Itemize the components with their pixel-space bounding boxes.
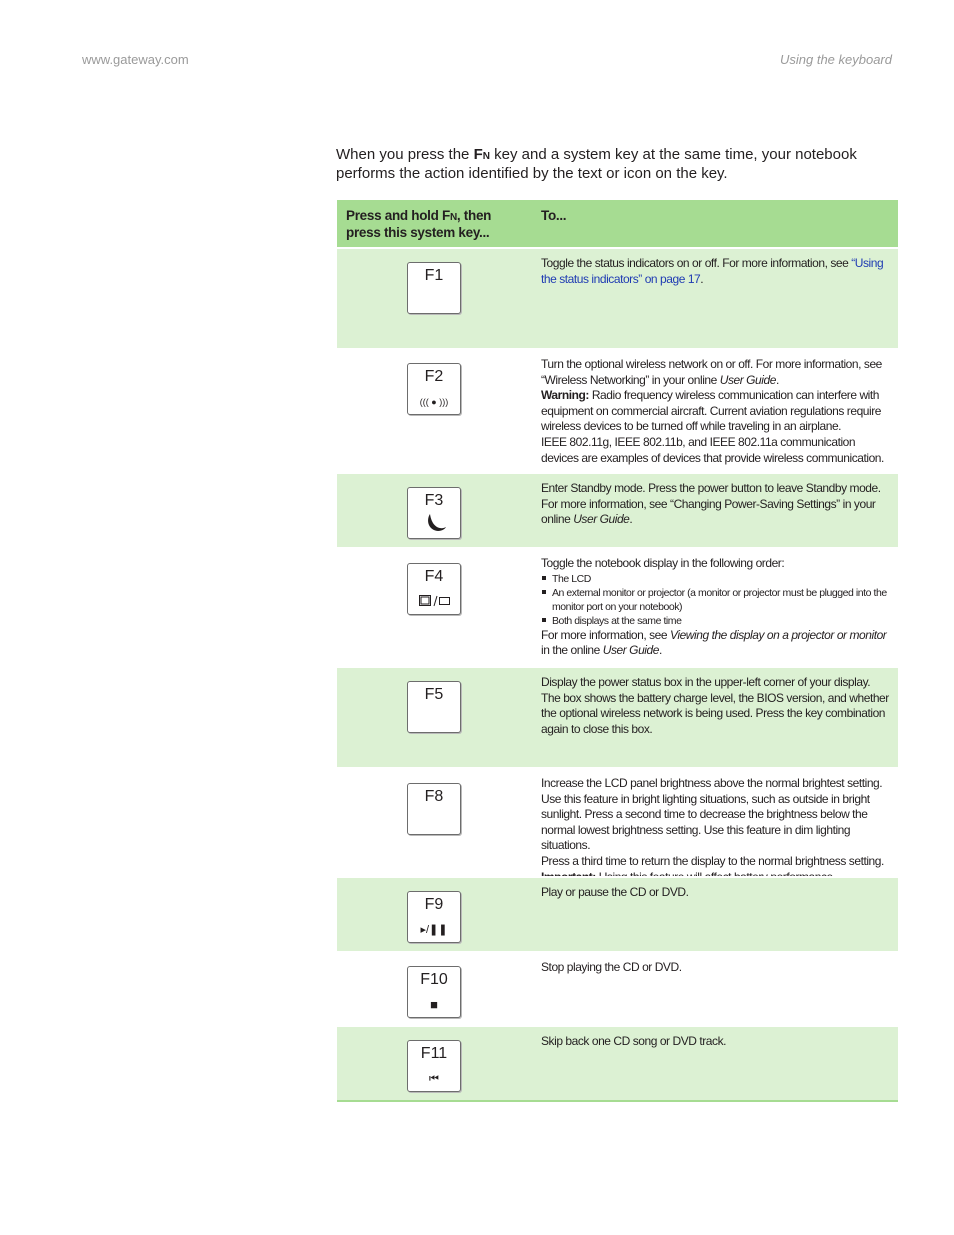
table-header-col2: To... — [541, 208, 567, 223]
f9-key: F9 ▸/❚❚ — [407, 891, 461, 943]
list-item: An external monitor or projector (a monitor or projector must be plugged into the monitor port on your notebook) — [552, 586, 891, 614]
f4-key: F4 — [407, 563, 461, 615]
status-indicators-link[interactable]: “Using the status indicators” on page 17 — [541, 256, 884, 286]
table-row — [337, 767, 898, 876]
f11-key: F11 ⏮ — [407, 1040, 461, 1092]
table-row — [337, 876, 898, 951]
table-header-col1: Press and hold FN, then press this system key... — [346, 208, 492, 240]
stop-icon: ■ — [430, 997, 438, 1012]
intro-text-before: When you press the — [336, 146, 474, 163]
table-row — [337, 1025, 898, 1100]
fn-key-table — [337, 200, 898, 1102]
play-pause-icon: ▸/❚❚ — [420, 924, 448, 936]
row-description: Enter Standby mode. Press the power button to leave Standby mode. For more information, see “Changing Power-Saving Settings” in your online User Guide. — [541, 481, 881, 527]
f10-key: F10 ■ — [407, 966, 461, 1018]
table-row — [337, 951, 898, 1025]
row-description: Skip back one CD song or DVD track. — [541, 1034, 726, 1048]
f2-key: F2 ((( ● ))) — [407, 363, 461, 415]
table-bottom-rule — [337, 1100, 898, 1102]
table-row — [337, 666, 898, 767]
wireless-icon: ((( ● ))) — [419, 397, 449, 407]
f8-key: F8 — [407, 783, 461, 835]
table-row — [337, 348, 898, 472]
row-description: Toggle the status indicators on or off. For more information, see “Using the status indicators” on page 17. — [541, 256, 884, 286]
f1-key: F1 — [407, 262, 461, 314]
row-description: Play or pause the CD or DVD. — [541, 885, 689, 899]
display-toggle-icon — [419, 595, 451, 607]
skip-back-icon: ⏮ — [429, 1073, 439, 1085]
list-item: The LCD — [552, 572, 891, 586]
list-item: Both displays at the same time — [552, 614, 891, 628]
f3-key: F3 — [407, 487, 461, 539]
table-row — [337, 547, 898, 666]
row-description: Stop playing the CD or DVD. — [541, 960, 682, 974]
f5-key: F5 — [407, 681, 461, 733]
header-section: Using the keyboard — [779, 52, 892, 67]
display-order-list — [541, 572, 891, 628]
table-row — [337, 472, 898, 547]
row-description: Increase the LCD panel brightness above the normal brightest setting. Use this feature in bright lighting situations, such as outside in bright sunlight. Press a second time to decrease the brightness below the normal lowest brightness setting. Use this feature in dim lighting situations. Press a third time to return the display to the normal brightness setting. — [541, 776, 884, 868]
moon-icon — [424, 512, 448, 534]
table-row — [337, 247, 898, 348]
intro-text-after: key and a system key at the same time, your notebook performs the action identified by the text or icon on the key. — [336, 146, 857, 182]
row-description: Toggle the notebook display in the following order: The LCD An external monitor or projector (a monitor or projector must be plugged into the monitor port on your notebook) Both displays at the same time For more information, see Viewing the display on a projector or monitor in the online User Guide. — [541, 556, 891, 659]
table-header — [337, 200, 898, 247]
header-site: www.gateway.com — [82, 52, 189, 67]
fn-key-label: FN — [473, 146, 490, 163]
row-description: Turn the optional wireless network on or off. For more information, see “Wireless Networking” in your online User Guide. Warning: Radio frequency wireless communication can interfere with equipment on commercial aircraft. Current aviation regulations require wireless devices to be turned off while traveling in an airplane. IEEE 802.11g, IEEE 802.11b, and IEEE 802.11a communication devices are examples of devices that provide wireless communication. — [541, 357, 884, 465]
row-description: Display the power status box in the upper-left corner of your display. The box shows the battery charge level, the BIOS version, and whether the optional wireless network is being used. Press the key combination again to close this box. — [541, 675, 889, 736]
intro-paragraph — [336, 146, 906, 182]
